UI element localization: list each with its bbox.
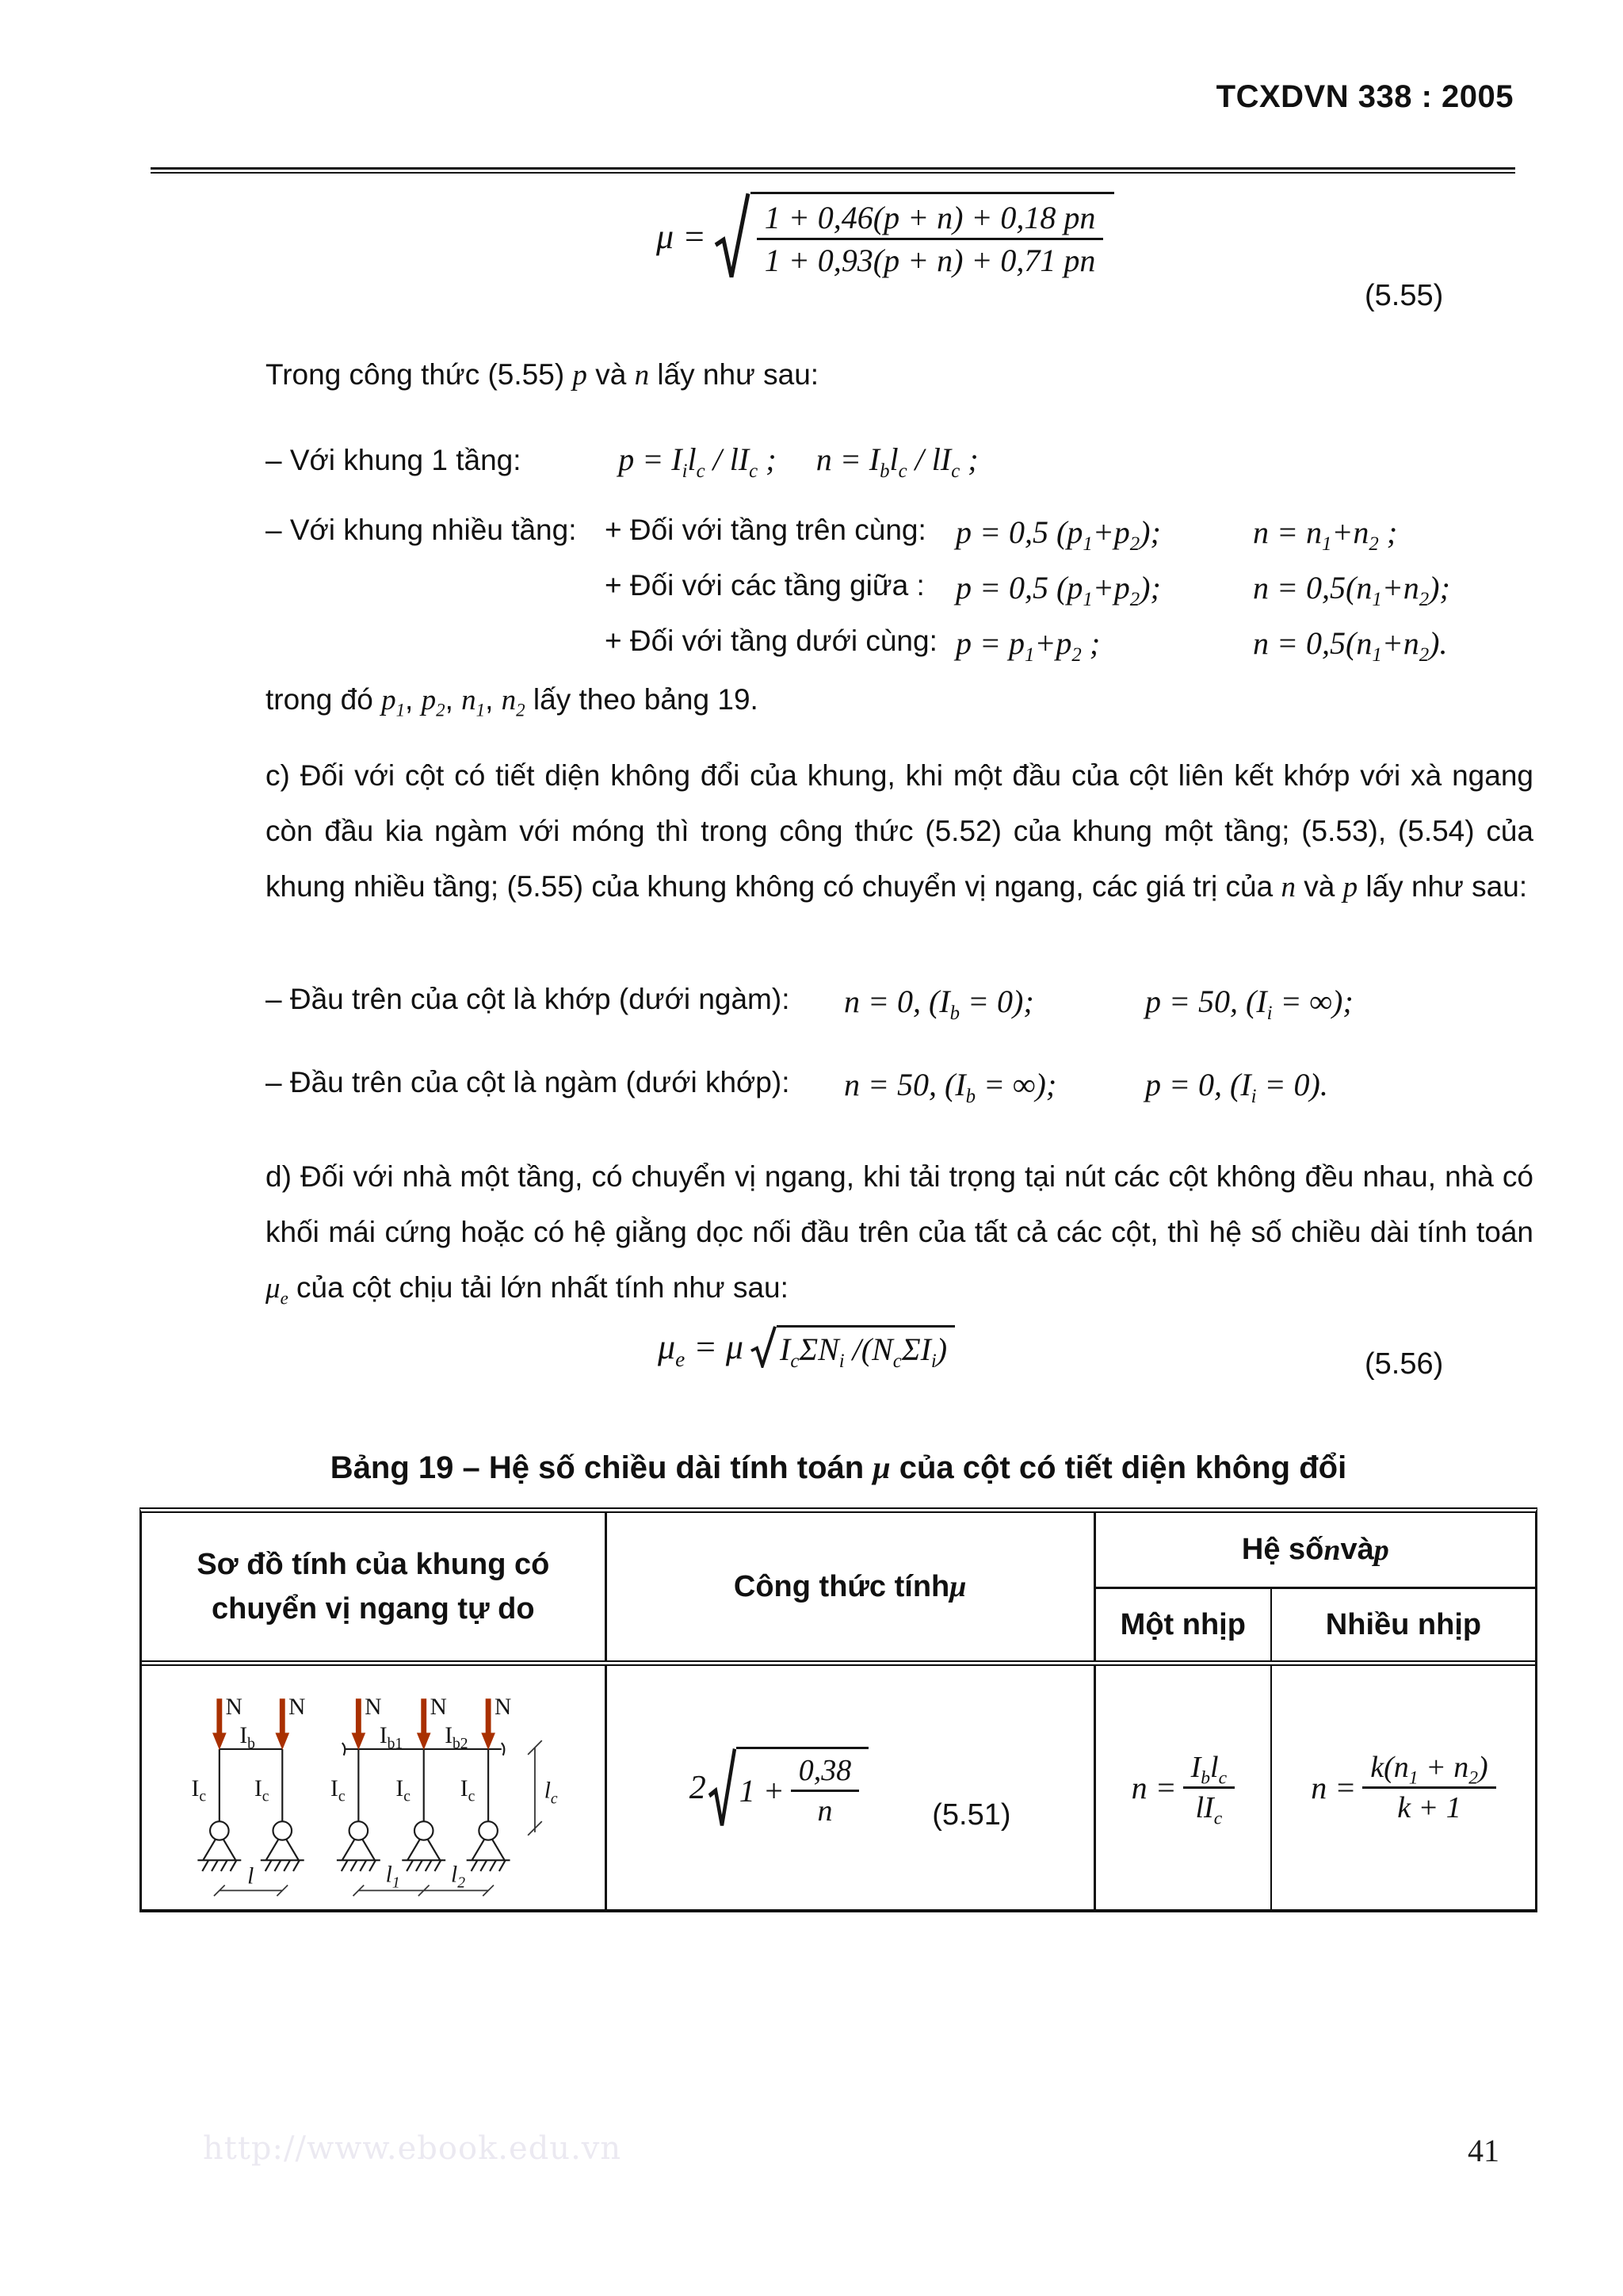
- single-story-label: – Với khung 1 tầng:: [265, 444, 521, 476]
- beam-inertia-1-label: $I_{b1}$: [380, 1723, 403, 1752]
- multi-story-grid: [265, 514, 1450, 680]
- column-header-formula: Công thức tính μ: [605, 1513, 1094, 1660]
- column-inertia-label: $I_c$: [191, 1775, 207, 1805]
- doc-code: TCXDVN 338 : 2005: [1216, 79, 1514, 114]
- formula-5-56: [658, 1325, 955, 1372]
- force-label: N: [225, 1694, 243, 1720]
- single-story-row: [265, 441, 979, 482]
- n-single-span-cell: [1094, 1666, 1270, 1909]
- formula-5-56-label: (5.56): [1365, 1347, 1444, 1381]
- multi-story-p: p = 0,5 $(p_1+p_2)$;: [956, 570, 1161, 610]
- formula-5-51-cell: [605, 1666, 1094, 1909]
- beam-inertia-2-label: $I_{b2}$: [445, 1723, 468, 1752]
- force-label: N: [430, 1694, 448, 1720]
- n-multi-den: k + 1: [1397, 1791, 1461, 1824]
- multi-story-n: $n = n_1+n_2$ ;: [1253, 514, 1398, 555]
- formula-5-55-denominator: 1 + 0,93(p + n) + 0,71 pn: [764, 243, 1096, 278]
- page-header: [0, 79, 1514, 115]
- formula-5-56-radicand: $I_c\Sigma N_i$ $/(N_c\Sigma I_i)$: [779, 1331, 948, 1372]
- hinge-row-n: n = 50, ($I_b$ = ∞);: [844, 1067, 1057, 1107]
- column-inertia-label: $I_c$: [254, 1775, 269, 1805]
- n-multi-span-cell: [1270, 1666, 1535, 1909]
- column-height-label: $l_c$: [544, 1778, 558, 1808]
- force-label: N: [365, 1694, 382, 1720]
- column-header-single-span: Một nhịp: [1094, 1589, 1270, 1660]
- multi-story-item: + Đối với các tầng giữa :: [605, 569, 925, 602]
- formula-5-51-pre: 1 +: [739, 1773, 785, 1809]
- hinge-row-label: – Đầu trên của cột là khớp (dưới ngàm):: [265, 983, 790, 1015]
- frame-diagram: [142, 1668, 604, 1908]
- radical-sign-icon: [708, 1747, 736, 1828]
- span-label: l: [247, 1863, 254, 1889]
- span-2-label: $l_2$: [451, 1862, 466, 1892]
- force-label: N: [288, 1694, 306, 1720]
- n-multi-num: $k(n_1 + n_2)$: [1362, 1750, 1495, 1789]
- table-19-body-row: [142, 1666, 1535, 1909]
- column-header-scheme: Sơ đồ tính của khung có chuyển vị ngang tự do: [197, 1548, 550, 1626]
- single-story-formula-p: $p = I_il_c / lI_c$ ;: [618, 441, 777, 482]
- formula-5-55: [656, 192, 1114, 281]
- single-story-formula-n: $n = I_bl_c / lI_c$ ;: [815, 441, 979, 482]
- formula-5-55-lhs: μ =: [656, 216, 706, 256]
- table-19-header: [142, 1513, 1535, 1666]
- n-single-lhs: n =: [1131, 1770, 1177, 1805]
- formula-5-51-coef: 2: [689, 1769, 706, 1806]
- span-1-label: $l_1$: [385, 1862, 400, 1892]
- beam-inertia-label: $I_b$: [239, 1723, 256, 1752]
- table-19-title: Bảng 19 – Hệ số chiều dài tính toán μ của cột có tiết diện không đổi: [330, 1450, 1347, 1485]
- dimension-lines: [214, 1740, 542, 1896]
- multi-story-p: p = 0,5 $(p_1+p_2)$;: [956, 514, 1161, 555]
- multi-story-p: $p = p_1+p_2$ ;: [956, 625, 1101, 666]
- hinge-row: [265, 1066, 1328, 1107]
- formula-5-51-den: n: [817, 1794, 833, 1828]
- formula-5-55-label: (5.55): [1365, 279, 1444, 312]
- formula-5-51-num: 0,38: [791, 1753, 860, 1792]
- frame-scheme-cell: [142, 1666, 605, 1909]
- radical: [708, 1747, 869, 1828]
- column-header-n-p: Hệ số n và p: [1094, 1513, 1535, 1589]
- radical: [750, 1325, 955, 1372]
- formula-5-51-label: (5.51): [932, 1798, 1011, 1832]
- hinge-row-label: – Đầu trên của cột là ngàm (dưới khớp):: [265, 1066, 790, 1098]
- column-header-multi-span: Nhiều nhịp: [1270, 1589, 1535, 1660]
- multi-story-n: $n = 0,5(n_1+n_2)$.: [1253, 625, 1448, 666]
- intro-line: Trong công thức (5.55) p và n lấy như sau:: [265, 358, 819, 392]
- paragraph-c: c) Đối với cột có tiết diện không đổi của khung, khi một đầu của cột liên kết khớp với xà ngang còn đầu kia ngàm với móng thì trong công thức (5.52) của khung một tầng; (5.53), (5.54) của khung nhiều tầng; (5.55) của khung không có chuyển vị ngang, các giá trị của n và p lấy như sau:: [265, 759, 1533, 904]
- multi-story-item: + Đối với tầng trên cùng:: [605, 514, 926, 546]
- hinge-row-p: p = 0, $(I_i = 0)$.: [1145, 1067, 1328, 1107]
- column-inertia-label: $I_c$: [395, 1775, 411, 1805]
- hinge-row: [265, 983, 1354, 1024]
- watermark: http://www.ebook.edu.vn: [203, 2130, 622, 2167]
- hinge-row-n: n = 0, $(I_b = 0)$;: [844, 984, 1034, 1024]
- radical: [714, 192, 1115, 281]
- multi-story-item: + Đối với tầng dưới cùng:: [605, 625, 938, 657]
- radical-sign-icon: [750, 1325, 777, 1368]
- n-multi-lhs: n =: [1311, 1770, 1357, 1805]
- hinge-row-p: p = 50, ($I_i$ = ∞);: [1145, 984, 1354, 1024]
- formula-5-55-numerator: 1 + 0,46(p + n) + 0,18 pn: [757, 199, 1104, 240]
- page-number: 41: [1468, 2133, 1499, 2168]
- n-single-num: $I_bl_c$: [1183, 1750, 1235, 1789]
- column-inertia-label: $I_c$: [460, 1775, 475, 1805]
- n-single-den: $lI_c$: [1195, 1791, 1223, 1829]
- radical-sign-icon: [714, 192, 750, 281]
- where-line: trong đó $p_1$, $p_2$, $n_1$, $n_2$ lấy theo bảng 19.: [265, 683, 758, 720]
- force-label: N: [495, 1694, 512, 1720]
- column-inertia-label: $I_c$: [330, 1775, 346, 1805]
- table-19: [139, 1507, 1537, 1912]
- multi-story-n: $n = 0,5(n_1+n_2)$;: [1253, 570, 1450, 610]
- paragraph-d: d) Đối với nhà một tầng, có chuyển vị ngang, khi tải trọng tại nút các cột không đều nhau, nhà có khối mái cứng hoặc có hệ giằng dọc nối đầu trên của tất cả các cột, thì hệ số chiều dài tính toán $\mu_e$ của cột chịu tải lớn nhất tính như sau:: [265, 1160, 1533, 1308]
- pinned-supports: [198, 1821, 510, 1871]
- multi-story-label: – Với khung nhiều tầng:: [265, 514, 577, 546]
- header-rule: [151, 167, 1515, 174]
- formula-5-56-lhs: $\mu_e = \mu$: [658, 1327, 743, 1371]
